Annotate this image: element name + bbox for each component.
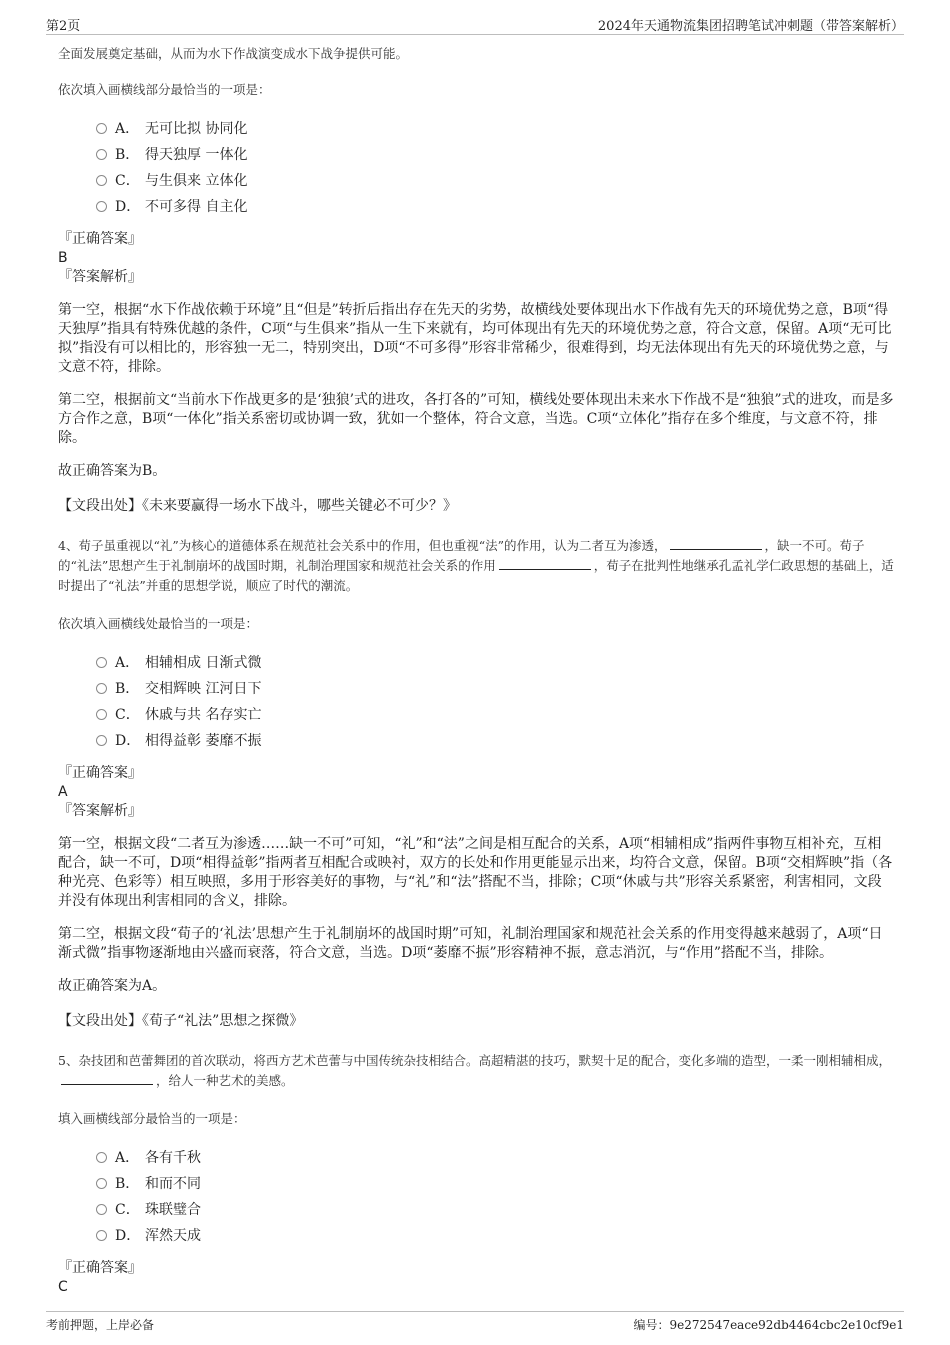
radio-icon[interactable] bbox=[96, 149, 107, 160]
q5-option-c[interactable]: C． 珠联璧合 bbox=[96, 1197, 894, 1223]
radio-icon[interactable] bbox=[96, 1230, 107, 1241]
q3-source: 【文段出处】《未来要赢得一场水下战斗，哪些关键必不可少？》 bbox=[58, 498, 457, 514]
document-id: 编号：9e272547eace92db4464cbc2e10cf9e1 bbox=[633, 1318, 904, 1332]
q5-answer-label: 『正确答案』 bbox=[58, 1260, 142, 1276]
q3-option-c[interactable]: C． 与生俱来 立体化 bbox=[96, 168, 894, 194]
q4-analysis-2: 第二空，根据文段“荀子的‘礼法’思想产生于礼制崩坏的战国时期”可知，礼制治理国家和规范社会关系的作用变得越来越弱了，A项“日渐式微”指事物逐渐地由兴盛而衰落，符合文意，当选。D项“萎靡不振”形容精神不振，意志消沉，与“作用”搭配不当，排除。 bbox=[58, 926, 883, 961]
q5-stem: 5、杂技团和芭蕾舞团的首次联动，将西方艺术芭蕾与中国传统杂技相结合。高超精湛的技巧，默契十足的配合，变化多端的造型，一柔一刚相辅相成，，给人一种艺术的美感。 bbox=[58, 1053, 891, 1088]
radio-icon[interactable] bbox=[96, 735, 107, 746]
page-number: 第2页 bbox=[46, 19, 81, 34]
fill-blank bbox=[670, 537, 762, 550]
fill-blank bbox=[499, 557, 591, 570]
radio-icon[interactable] bbox=[96, 175, 107, 186]
q3-options bbox=[96, 116, 894, 220]
q5-option-d[interactable]: D． 浑然天成 bbox=[96, 1223, 894, 1249]
q3-analysis-label: 『答案解析』 bbox=[58, 269, 142, 285]
radio-icon[interactable] bbox=[96, 683, 107, 694]
q4-option-a[interactable]: A． 相辅相成 日渐式微 bbox=[96, 650, 894, 676]
radio-icon[interactable] bbox=[96, 1204, 107, 1215]
page-header bbox=[46, 12, 904, 35]
q4-analysis-label: 『答案解析』 bbox=[58, 803, 142, 819]
q3-option-d[interactable]: D． 不可多得 自主化 bbox=[96, 194, 894, 220]
q3-answer-label: 『正确答案』 bbox=[58, 231, 142, 247]
q4-options bbox=[96, 650, 894, 754]
fill-blank bbox=[61, 1072, 153, 1085]
q5-option-b[interactable]: B． 和而不同 bbox=[96, 1171, 894, 1197]
q3-answer: B bbox=[58, 250, 68, 266]
q4-stem: 4、荀子虽重视以“礼”为核心的道德体系在规范社会关系中的作用，但也重视“法”的作用，认为二者互为渗透， ，缺一不可。荀子的“礼法”思想产生于礼制崩坏的战国时期，礼制治理国家和规范社会关系的作用 ，荀子在批判性地继承孔孟礼学仁政思想的基础上，适时提出了“礼法”并重的思想学说，顺应了时代的潮流。 bbox=[58, 538, 894, 593]
radio-icon[interactable] bbox=[96, 1152, 107, 1163]
q3-option-a[interactable]: A． 无可比拟 协同化 bbox=[96, 116, 894, 142]
q4-analysis-1: 第一空，根据文段“二者互为渗透……缺一不可”可知，“礼”和“法”之间是相互配合的关系，A项“相辅相成”指两件事物互相补充，互相配合，缺一不可，D项“相得益彰”指两者互相配合或映衬，双方的长处和作用更能显示出来，均符合文意，保留。B项“交相辉映”指（各种光亮、色彩等）相互映照，多用于形容美好的事物，与“礼”和“法”搭配不当，排除；C项“休戚与共”形容关系紧密，利害相同，文段并没有体现出利害相同的含义，排除。 bbox=[58, 836, 893, 909]
q5-prompt: 填入画横线部分最恰当的一项是： bbox=[58, 1111, 246, 1126]
radio-icon[interactable] bbox=[96, 201, 107, 212]
radio-icon[interactable] bbox=[96, 123, 107, 134]
radio-icon[interactable] bbox=[96, 657, 107, 668]
q4-option-c[interactable]: C． 休戚与共 名存实亡 bbox=[96, 702, 894, 728]
q5-options bbox=[96, 1145, 894, 1249]
q4-option-b[interactable]: B． 交相辉映 江河日下 bbox=[96, 676, 894, 702]
q3-prompt: 依次填入画横线部分最恰当的一项是： bbox=[58, 82, 271, 97]
q3-stem-tail: 全面发展奠定基础，从而为水下作战演变成水下战争提供可能。 bbox=[58, 46, 409, 61]
q3-analysis-2: 第二空，根据前文“当前水下作战更多的是‘独狼’式的进攻，各打各的”可知，横线处要体现出未来水下作战不是“独狼”式的进攻，而是多方合作之意，B项“一体化”指关系密切或协调一致，犹如一个整体，符合文意，当选。C项“立体化”指存在多个维度，与文意不符，排除。 bbox=[58, 392, 894, 446]
q3-option-b[interactable]: B． 得天独厚 一体化 bbox=[96, 142, 894, 168]
page-footer bbox=[46, 1311, 904, 1338]
q5-answer: C bbox=[58, 1279, 68, 1295]
document-title: 2024年天通物流集团招聘笔试冲刺题（带答案解析） bbox=[597, 19, 904, 34]
radio-icon[interactable] bbox=[96, 1178, 107, 1189]
q4-option-d[interactable]: D． 相得益彰 萎靡不振 bbox=[96, 728, 894, 754]
q3-analysis-1: 第一空，根据“水下作战依赖于环境”且“但是”转折后指出存在先天的劣势，故横线处要体现出水下作战有先天的环境优势之意，B项“得天独厚”指具有特殊优越的条件，C项“与生俱来”指从一生下来就有，均可体现出有先天的环境优势之意，符合文意，保留。A项“无可比拟”指没有可以相比的，形容独一无二，特别突出，D项“不可多得”形容非常稀少，很难得到，均无法体现出有先天的环境优势之意，与文意不符，排除。 bbox=[58, 302, 892, 375]
q4-source: 【文段出处】《荀子“礼法”思想之探微》 bbox=[58, 1013, 304, 1029]
footer-slogan: 考前押题，上岸必备 bbox=[46, 1318, 155, 1332]
radio-icon[interactable] bbox=[96, 709, 107, 720]
q5-option-a[interactable]: A． 各有千秋 bbox=[96, 1145, 894, 1171]
q4-answer: A bbox=[58, 784, 68, 800]
main-content bbox=[58, 44, 894, 1297]
q4-analysis-3: 故正确答案为A。 bbox=[58, 978, 167, 994]
q4-prompt: 依次填入画横线处最恰当的一项是： bbox=[58, 616, 259, 631]
q3-analysis-3: 故正确答案为B。 bbox=[58, 463, 167, 479]
q4-answer-label: 『正确答案』 bbox=[58, 765, 142, 781]
